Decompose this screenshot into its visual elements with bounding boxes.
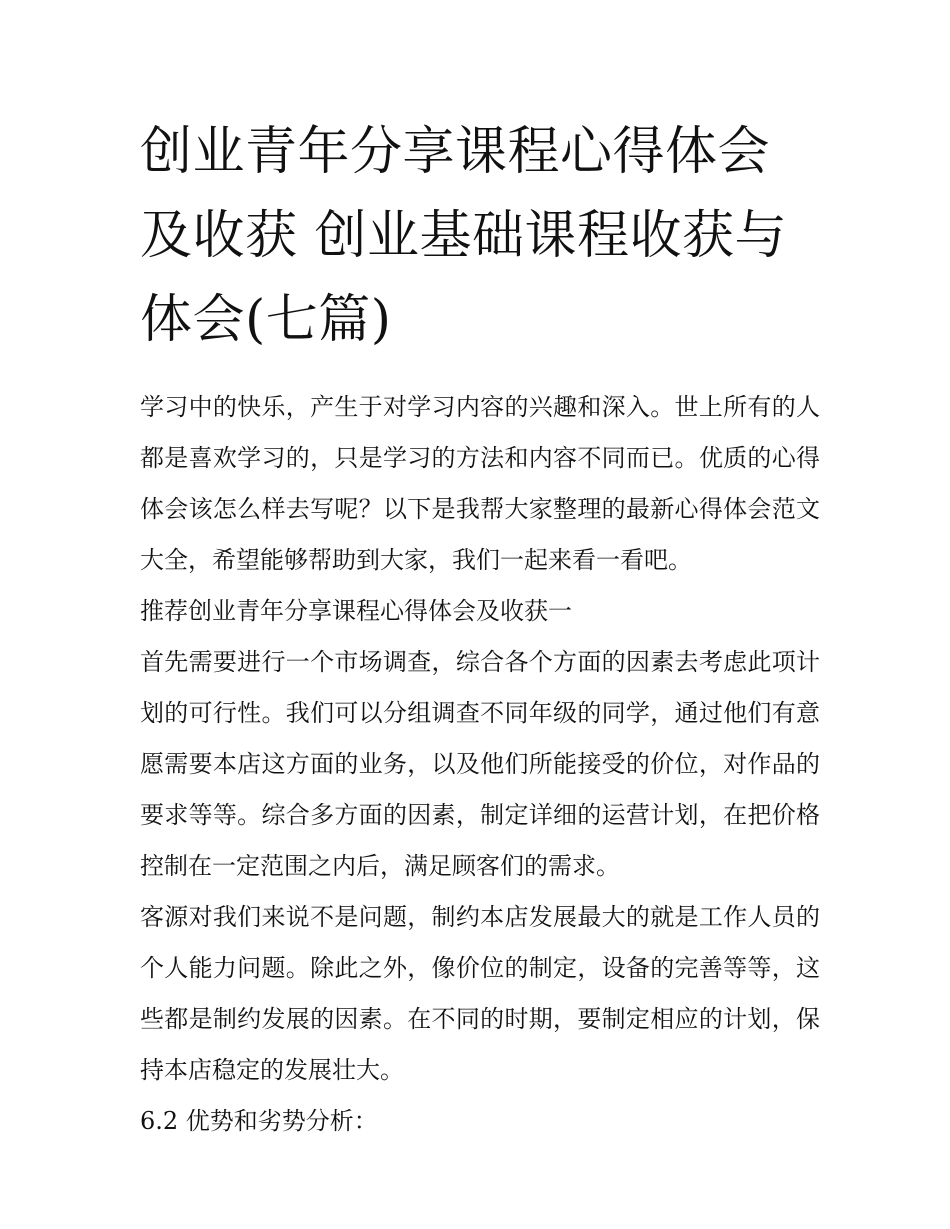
- intro-paragraph: 学习中的快乐，产生于对学习内容的兴趣和深入。世上所有的人都是喜欢学习的，只是学习的方法和内容不同而已。优质的心得体会该怎么样去写呢？以下是我帮大家整理的最新心得体会范文大全，希望能够帮助到大家，我们一起来看一看吧。: [140, 393, 820, 574]
- document-content: [140, 110, 820, 1147]
- section-heading: 推荐创业青年分享课程心得体会及收获一: [140, 597, 572, 625]
- subsection-heading: 6.2 优势和劣势分析：: [140, 1107, 378, 1135]
- document-title: 创业青年分享课程心得体会及收获 创业基础课程收获与体会(七篇): [140, 122, 788, 350]
- constraints-paragraph: 客源对我们来说不是问题，制约本店发展最大的就是工作人员的个人能力问题。除此之外，像价位的制定，设备的完善等等，这些都是制约发展的因素。在不同的时期，要制定相应的计划，保持本店稳定的发展壮大。: [140, 903, 820, 1084]
- market-survey-paragraph: 首先需要进行一个市场调查，综合各个方面的因素去考虑此项计划的可行性。我们可以分组调查不同年级的同学，通过他们有意愿需要本店这方面的业务，以及他们所能接受的价位，对作品的要求等等。综合多方面的因素，制定详细的运营计划，在把价格控制在一定范围之内后，满足顾客们的需求。: [140, 648, 820, 880]
